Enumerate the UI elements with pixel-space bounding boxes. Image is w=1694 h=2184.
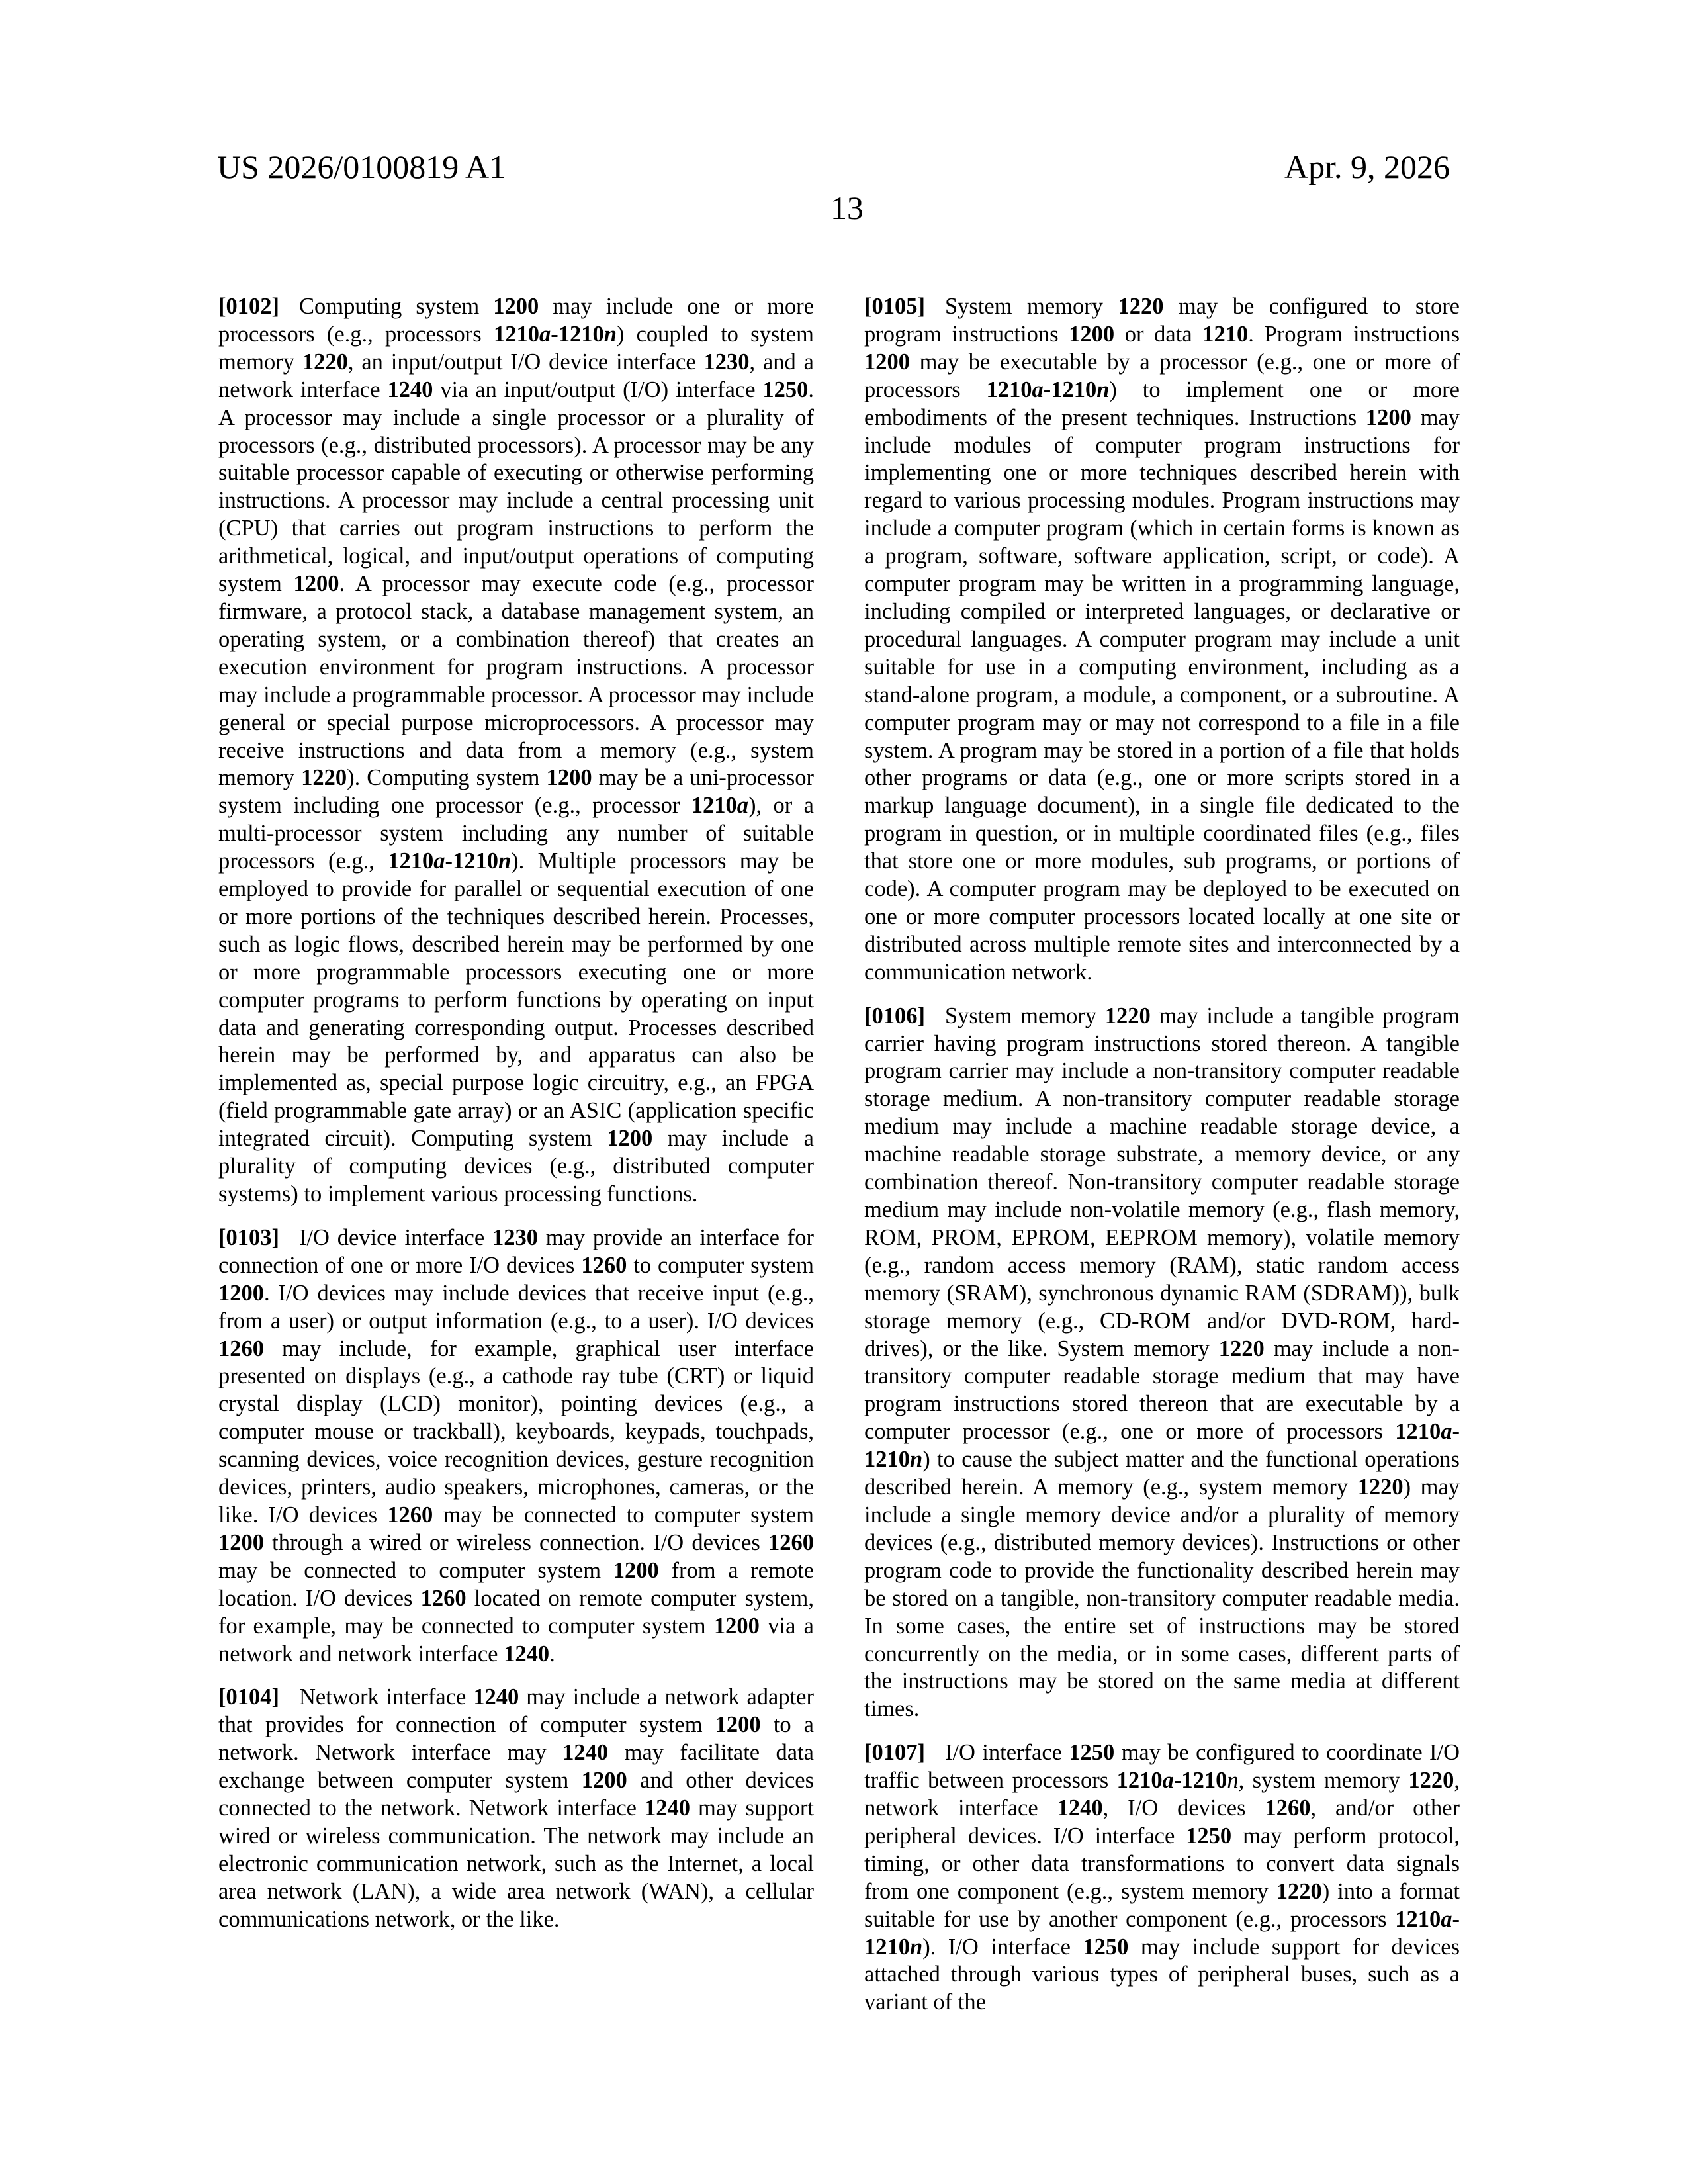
- paragraph-number: [0102]: [218, 294, 279, 319]
- paragraph-number: [0107]: [864, 1740, 925, 1766]
- page-number: 13: [830, 189, 864, 226]
- paragraph-text: System memory 1220 may include a tangible program carrier having program instructions stored thereon. A tangible program carrier may include a non-transitory computer readable storage medium. A non-transitory computer readable storage medium may include a machine readable storage device, a machine readable storage substrate, a memory device, or any combination thereof. Non-transitory computer readable storage medium may include non-volatile memory (e.g., flash memory, ROM, PROM, EPROM, EEPROM memory), volatile memory (e.g., random access memory (RAM), static random access memory (SRAM), synchronous dynamic RAM (SDRAM)), bulk storage memory (e.g., CD-ROM and/or DVD-ROM, hard-drives), or the like. System memory 1220 may include a non-transitory computer readable storage medium that may have program instructions stored thereon that are executable by a computer processor (e.g., one or more of processors 1210a-1210n) to cause the subject matter and the functional operations described herein. A memory (e.g., system memory 1220) may include a single memory device and/or a plurality of memory devices (e.g., distributed memory devices). Instructions or other program code to provide the functionality described herein may be stored on a tangible, non-transitory computer readable media. In some cases, the entire set of instructions may be stored concurrently on the media, or in some cases, different parts of the instructions may be stored on the same media at different times.: [864, 1003, 1460, 1722]
- paragraph-text: I/O interface 1250 may be configured to coordinate I/O traffic between processors 1210a-1210n, system memory 1220, network interface 1240, I/O devices 1260, and/or other peripheral devices. I/O interface 1250 may perform protocol, timing, or other data transformations to convert data signals from one component (e.g., system memory 1220) into a format suitable for use by another component (e.g., processors 1210a-1210n). I/O interface 1250 may include support for devices attached through various types of peripheral buses, such as a variant of the: [864, 1740, 1460, 2015]
- paragraph: [218, 1224, 814, 1668]
- paragraph-number: [0106]: [864, 1003, 925, 1028]
- paragraph-text: Computing system 1200 may include one or more processors (e.g., processors 1210a-1210n) coupled to system memory 1220, an input/output I/O device interface 1230, and a network interface 1240 via an input/output (I/O) interface 1250. A processor may include a single processor or a plurality of processors (e.g., distributed processors). A processor may be any suitable processor capable of executing or otherwise performing instructions. A processor may include a central processing unit (CPU) that carries out program instructions to perform the arithmetical, logical, and input/output operations of computing system 1200. A processor may execute code (e.g., processor firmware, a protocol stack, a database management system, an operating system, or a combination thereof) that creates an execution environment for program instructions. A processor may include a programmable processor. A processor may include general or special purpose microprocessors. A processor may receive instructions and data from a memory (e.g., system memory 1220). Computing system 1200 may be a uni-processor system including one processor (e.g., processor 1210a), or a multi-processor system including any number of suitable processors (e.g., 1210a-1210n). Multiple processors may be employed to provide for parallel or sequential execution of one or more portions of the techniques described herein. Processes, such as logic flows, described herein may be performed by one or more programmable processors executing one or more computer programs to perform functions by operating on input data and generating corresponding output. Processes described herein may be performed by, and apparatus can also be implemented as, special purpose logic circuitry, e.g., an FPGA (field programmable gate array) or an ASIC (application specific integrated circuit). Computing system 1200 may include a plurality of computing devices (e.g., distributed computer systems) to implement various processing functions.: [218, 294, 814, 1206]
- publication-number: US 2026/0100819 A1: [217, 148, 506, 185]
- paragraph-text: System memory 1220 may be configured to store program instructions 1200 or data 1210. Program instructions 1200 may be executable by a processor (e.g., one or more of processors 1210a-1210n) to implement one or more embodiments of the present techniques. Instructions 1200 may include modules of computer program instructions for implementing one or more techniques described herein with regard to various processing modules. Program instructions may include a computer program (which in certain forms is known as a program, software, software application, script, or code). A computer program may be written in a programming language, including compiled or interpreted languages, or declarative or procedural languages. A computer program may include a unit suitable for use in a computing environment, including as a stand-alone program, a module, a component, or a subroutine. A computer program may or may not correspond to a file in a file system. A program may be stored in a portion of a file that holds other programs or data (e.g., one or more scripts stored in a markup language document), in a single file dedicated to the program in question, or in multiple coordinated files (e.g., files that store one or more modules, sub programs, or portions of code). A computer program may be deployed to be executed on one or more computer processors located locally at one site or distributed across multiple remote sites and interconnected by a communication network.: [864, 294, 1460, 985]
- paragraph: [864, 293, 1460, 987]
- paragraph-number: [0104]: [218, 1684, 279, 1710]
- paragraph-number: [0103]: [218, 1224, 279, 1250]
- paragraph-text: Network interface 1240 may include a network adapter that provides for connection of computer system 1200 to a network. Network interface may 1240 may facilitate data exchange between computer system 1200 and other devices connected to the network. Network interface 1240 may support wired or wireless communication. The network may include an electronic communication network, such as the Internet, a local area network (LAN), a wide area network (WAN), a cellular communications network, or the like.: [218, 1684, 814, 1932]
- publication-date: Apr. 9, 2026: [1284, 148, 1450, 185]
- paragraph-number: [0105]: [864, 294, 925, 319]
- paragraph: [864, 1003, 1460, 1724]
- paragraph-text: I/O device interface 1230 may provide an interface for connection of one or more I/O devices 1260 to computer system 1200. I/O devices may include devices that receive input (e.g., from a user) or output information (e.g., to a user). I/O devices 1260 may include, for example, graphical user interface presented on displays (e.g., a cathode ray tube (CRT) or liquid crystal display (LCD) monitor), pointing devices (e.g., a computer mouse or trackball), keyboards, keypads, touchpads, scanning devices, voice recognition devices, gesture recognition devices, printers, audio speakers, microphones, cameras, or the like. I/O devices 1260 may be connected to computer system 1200 through a wired or wireless connection. I/O devices 1260 may be connected to computer system 1200 from a remote location. I/O devices 1260 located on remote computer system, for example, may be connected to computer system 1200 via a network and network interface 1240.: [218, 1224, 815, 1666]
- paragraph: [218, 1684, 814, 1933]
- paragraph: [864, 1739, 1460, 2017]
- left-column: [218, 293, 814, 1950]
- paragraph: [218, 293, 814, 1208]
- right-column: [864, 293, 1460, 2032]
